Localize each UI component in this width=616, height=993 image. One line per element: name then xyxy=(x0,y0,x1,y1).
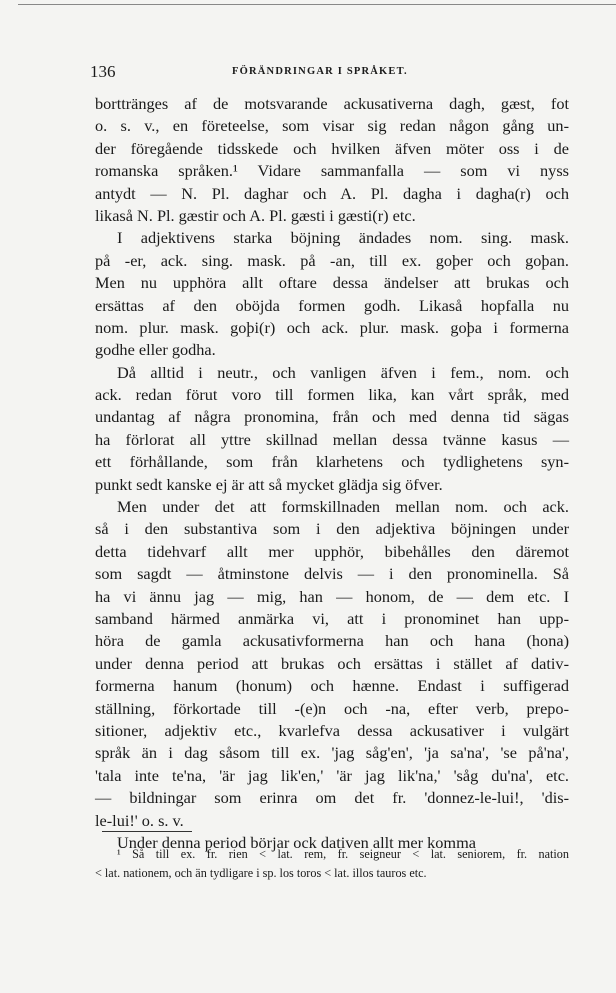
text-line: Då alltid i neutr., och vanligen äfven i fem., nom. och xyxy=(117,362,569,382)
text-line: ha vi ännu jag — mig, han — honom, de — dem etc. I xyxy=(95,586,569,606)
text-line: borttränges af de motsvarande ackusativerna dagh, gæst, fot xyxy=(95,94,569,113)
text-line: ett förhållande, som från klarhetens och tydlighetens syn- xyxy=(95,452,569,472)
text-line: Men nu upphöra allt oftare dessa ändelser att brukas och xyxy=(95,273,569,293)
text-line: ack. redan förut voro till formen lika, kan vårt språk, med xyxy=(95,385,569,405)
text-line: Under denna period börjar ock dativen allt mer komma xyxy=(117,832,476,852)
footnotes xyxy=(95,845,569,883)
footnote-line: ¹ Så till ex. fr. rien < lat. rem, fr. seigneur < lat. seniorem, fr. nation xyxy=(117,847,569,861)
text-line: samband härmed anmärka vi, att i pronominet han upp- xyxy=(95,608,569,628)
text-line: undantag af några pronomina, från och med denna tid sägas xyxy=(95,407,569,427)
text-line: som sagdt — åtminstone delvis — i den pronominella. Så xyxy=(95,564,569,584)
text-line: 'tala inte te'na, 'är jag lik'en,' 'är jag lik'na,' 'såg du'na', etc. xyxy=(95,765,569,785)
top-rule xyxy=(18,4,616,5)
text-line: under denna period att brukas och ersättas i stället af dativ- xyxy=(95,653,569,673)
text-line: godhe eller godha. xyxy=(95,340,216,360)
text-line: nom. plur. mask. goþi(r) och ack. plur. mask. goþa i formerna xyxy=(95,317,569,337)
page-header xyxy=(90,62,580,84)
footnote-rule xyxy=(102,831,192,832)
text-line: på -er, ack. sing. mask. på -an, till ex. goþer och goþan. xyxy=(95,250,569,270)
text-line: ersättas af den oböjda formen godh. Likaså hopfalla nu xyxy=(95,295,569,315)
running-title: FÖRÄNDRINGAR I SPRÅKET. xyxy=(232,66,408,77)
text-line: likaså N. Pl. gæstir och A. Pl. gæsti i gæsti(r) etc. xyxy=(95,205,416,225)
text-line: ställning, förkortade till -(e)n och -na, efter verb, prepo- xyxy=(95,698,569,718)
text-line: höra de gamla ackusativformerna han och hana (hona) xyxy=(95,631,569,651)
text-line: antydt — N. Pl. daghar och A. Pl. dagha i dagha(r) och xyxy=(95,183,569,203)
text-line: romanska språken.¹ Vidare sammanfalla — som vi nyss xyxy=(95,161,569,181)
text-line: le-lui!' o. s. v. xyxy=(95,810,184,830)
text-line: sitioner, adjektiv etc., kvarlefva dessa ackusativer i vulgärt xyxy=(95,720,569,740)
text-line: Men under det att formskillnaden mellan nom. och ack. xyxy=(117,497,569,517)
text-line: detta tidehvarf allt mer upphör, bibehålles den däremot xyxy=(95,541,569,561)
text-line: formerna hanum (honum) och hænne. Endast i suffigerad xyxy=(95,676,569,696)
body-text xyxy=(95,93,569,854)
page-number: 136 xyxy=(90,62,116,81)
text-line: o. s. v., en företeelse, som visar sig redan någon gång un- xyxy=(95,116,569,136)
text-line: språk än i dag såsom till ex. 'jag såg'en', 'ja sa'na', 'se på'na', xyxy=(95,743,569,763)
text-line: der föregående tidsskede och hvilken äfven möter oss i de xyxy=(95,138,569,158)
text-line: — bildningar som erinra om det fr. 'donnez-le-lui!, 'dis- xyxy=(95,788,569,808)
footnote-line: < lat. nationem, och än tydligare i sp. los toros < lat. illos tauros etc. xyxy=(95,866,427,880)
text-line: punkt sedt kanske ej är att så mycket glädja sig öfver. xyxy=(95,474,443,494)
text-line: I adjektivens starka böjning ändades nom. sing. mask. xyxy=(117,228,569,248)
text-line: ha förlorat all yttre skillnad mellan dessa tvänne kasus — xyxy=(95,429,569,449)
text-line: så i den substantiva som i den adjektiva böjningen under xyxy=(95,519,569,539)
